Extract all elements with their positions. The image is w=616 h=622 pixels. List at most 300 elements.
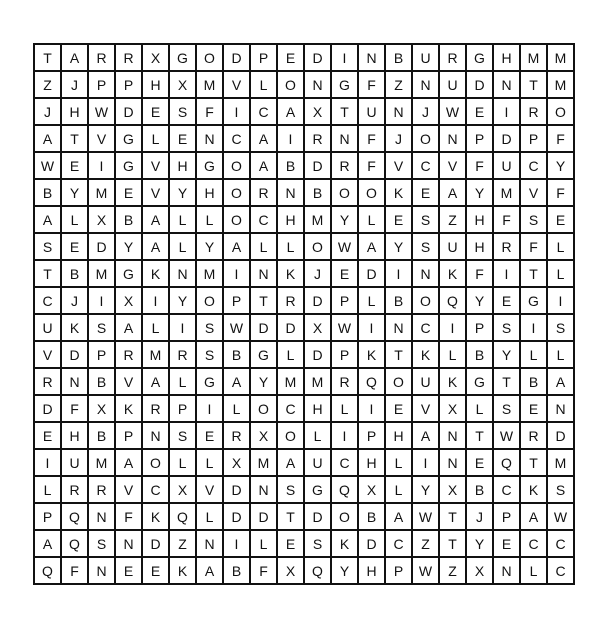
grid-cell[interactable]: M: [142, 341, 169, 368]
grid-cell[interactable]: V: [520, 179, 547, 206]
grid-cell[interactable]: M: [277, 368, 304, 395]
grid-cell[interactable]: X: [304, 98, 331, 125]
grid-cell[interactable]: L: [547, 260, 574, 287]
grid-cell[interactable]: F: [493, 206, 520, 233]
grid-cell[interactable]: L: [61, 206, 88, 233]
grid-cell[interactable]: I: [142, 287, 169, 314]
grid-cell[interactable]: O: [412, 125, 439, 152]
grid-cell[interactable]: D: [61, 341, 88, 368]
grid-cell[interactable]: T: [466, 422, 493, 449]
grid-cell[interactable]: I: [493, 98, 520, 125]
grid-cell[interactable]: T: [385, 341, 412, 368]
grid-cell[interactable]: G: [115, 152, 142, 179]
grid-cell[interactable]: G: [520, 287, 547, 314]
grid-cell[interactable]: T: [439, 530, 466, 557]
grid-cell[interactable]: B: [88, 368, 115, 395]
grid-cell[interactable]: V: [412, 395, 439, 422]
grid-cell[interactable]: H: [304, 395, 331, 422]
grid-cell[interactable]: S: [169, 422, 196, 449]
grid-cell[interactable]: R: [88, 476, 115, 503]
grid-cell[interactable]: R: [169, 341, 196, 368]
grid-cell[interactable]: U: [439, 71, 466, 98]
grid-cell[interactable]: O: [331, 503, 358, 530]
grid-cell[interactable]: L: [142, 314, 169, 341]
grid-cell[interactable]: G: [466, 44, 493, 71]
grid-cell[interactable]: H: [466, 206, 493, 233]
grid-cell[interactable]: I: [223, 98, 250, 125]
grid-cell[interactable]: D: [142, 530, 169, 557]
grid-cell[interactable]: B: [466, 341, 493, 368]
grid-cell[interactable]: I: [331, 44, 358, 71]
grid-cell[interactable]: E: [115, 179, 142, 206]
grid-cell[interactable]: X: [439, 395, 466, 422]
grid-cell[interactable]: O: [331, 179, 358, 206]
grid-cell[interactable]: C: [547, 557, 574, 584]
grid-cell[interactable]: U: [412, 44, 439, 71]
grid-cell[interactable]: X: [169, 71, 196, 98]
grid-cell[interactable]: A: [250, 152, 277, 179]
grid-cell[interactable]: P: [115, 422, 142, 449]
grid-cell[interactable]: Q: [34, 557, 61, 584]
grid-cell[interactable]: D: [223, 476, 250, 503]
grid-cell[interactable]: Q: [439, 287, 466, 314]
grid-cell[interactable]: Q: [358, 368, 385, 395]
grid-cell[interactable]: K: [169, 557, 196, 584]
grid-cell[interactable]: V: [88, 125, 115, 152]
grid-cell[interactable]: D: [34, 395, 61, 422]
grid-cell[interactable]: J: [61, 71, 88, 98]
grid-cell[interactable]: G: [304, 476, 331, 503]
grid-cell[interactable]: M: [493, 179, 520, 206]
grid-cell[interactable]: B: [34, 179, 61, 206]
grid-cell[interactable]: S: [277, 476, 304, 503]
grid-cell[interactable]: P: [88, 341, 115, 368]
grid-cell[interactable]: S: [169, 98, 196, 125]
grid-cell[interactable]: Z: [169, 530, 196, 557]
grid-cell[interactable]: G: [115, 125, 142, 152]
grid-cell[interactable]: N: [439, 125, 466, 152]
grid-cell[interactable]: D: [304, 44, 331, 71]
grid-cell[interactable]: B: [520, 368, 547, 395]
grid-cell[interactable]: O: [304, 233, 331, 260]
grid-cell[interactable]: N: [88, 557, 115, 584]
grid-cell[interactable]: H: [358, 557, 385, 584]
grid-cell[interactable]: X: [250, 422, 277, 449]
grid-cell[interactable]: K: [115, 395, 142, 422]
grid-cell[interactable]: V: [34, 341, 61, 368]
grid-cell[interactable]: S: [304, 530, 331, 557]
grid-cell[interactable]: U: [358, 98, 385, 125]
grid-cell[interactable]: K: [358, 341, 385, 368]
grid-cell[interactable]: T: [520, 71, 547, 98]
grid-cell[interactable]: Y: [196, 233, 223, 260]
grid-cell[interactable]: L: [196, 503, 223, 530]
grid-cell[interactable]: O: [196, 287, 223, 314]
grid-cell[interactable]: I: [88, 152, 115, 179]
grid-cell[interactable]: V: [223, 71, 250, 98]
grid-cell[interactable]: O: [223, 152, 250, 179]
grid-cell[interactable]: K: [142, 260, 169, 287]
grid-cell[interactable]: E: [34, 422, 61, 449]
grid-cell[interactable]: F: [115, 503, 142, 530]
grid-cell[interactable]: B: [358, 503, 385, 530]
grid-cell[interactable]: W: [412, 557, 439, 584]
grid-cell[interactable]: J: [304, 260, 331, 287]
grid-cell[interactable]: I: [439, 314, 466, 341]
grid-cell[interactable]: N: [412, 71, 439, 98]
grid-cell[interactable]: P: [493, 503, 520, 530]
grid-cell[interactable]: Q: [304, 557, 331, 584]
grid-cell[interactable]: W: [331, 314, 358, 341]
grid-cell[interactable]: G: [250, 341, 277, 368]
grid-cell[interactable]: C: [250, 98, 277, 125]
grid-cell[interactable]: D: [223, 503, 250, 530]
grid-cell[interactable]: N: [196, 530, 223, 557]
grid-cell[interactable]: V: [385, 152, 412, 179]
grid-cell[interactable]: S: [520, 206, 547, 233]
grid-cell[interactable]: A: [34, 206, 61, 233]
grid-cell[interactable]: Q: [331, 476, 358, 503]
grid-cell[interactable]: H: [142, 71, 169, 98]
grid-cell[interactable]: W: [493, 422, 520, 449]
grid-cell[interactable]: C: [520, 530, 547, 557]
grid-cell[interactable]: W: [34, 152, 61, 179]
grid-cell[interactable]: R: [439, 44, 466, 71]
grid-cell[interactable]: O: [385, 368, 412, 395]
grid-cell[interactable]: R: [115, 44, 142, 71]
grid-cell[interactable]: N: [250, 476, 277, 503]
grid-cell[interactable]: T: [439, 503, 466, 530]
grid-cell[interactable]: M: [88, 260, 115, 287]
grid-cell[interactable]: B: [223, 557, 250, 584]
grid-cell[interactable]: L: [277, 341, 304, 368]
grid-cell[interactable]: O: [196, 44, 223, 71]
grid-cell[interactable]: O: [547, 98, 574, 125]
grid-cell[interactable]: C: [277, 395, 304, 422]
grid-cell[interactable]: R: [331, 152, 358, 179]
grid-cell[interactable]: F: [61, 557, 88, 584]
grid-cell[interactable]: X: [88, 395, 115, 422]
grid-cell[interactable]: S: [88, 530, 115, 557]
grid-cell[interactable]: I: [223, 530, 250, 557]
grid-cell[interactable]: L: [223, 395, 250, 422]
grid-cell[interactable]: L: [142, 125, 169, 152]
grid-cell[interactable]: Y: [466, 287, 493, 314]
grid-cell[interactable]: P: [223, 287, 250, 314]
grid-cell[interactable]: I: [493, 260, 520, 287]
grid-cell[interactable]: V: [115, 476, 142, 503]
grid-cell[interactable]: P: [358, 422, 385, 449]
grid-cell[interactable]: N: [277, 179, 304, 206]
grid-cell[interactable]: D: [466, 71, 493, 98]
grid-cell[interactable]: X: [304, 314, 331, 341]
grid-cell[interactable]: V: [115, 368, 142, 395]
grid-cell[interactable]: O: [412, 287, 439, 314]
grid-cell[interactable]: H: [493, 44, 520, 71]
grid-cell[interactable]: V: [196, 476, 223, 503]
grid-cell[interactable]: L: [520, 341, 547, 368]
grid-cell[interactable]: A: [385, 503, 412, 530]
grid-cell[interactable]: C: [412, 152, 439, 179]
grid-cell[interactable]: X: [115, 287, 142, 314]
grid-cell[interactable]: S: [34, 233, 61, 260]
grid-cell[interactable]: J: [466, 503, 493, 530]
grid-cell[interactable]: N: [439, 422, 466, 449]
grid-cell[interactable]: L: [547, 341, 574, 368]
grid-cell[interactable]: E: [493, 287, 520, 314]
grid-cell[interactable]: A: [142, 368, 169, 395]
grid-cell[interactable]: S: [412, 233, 439, 260]
grid-cell[interactable]: O: [223, 179, 250, 206]
grid-cell[interactable]: N: [196, 125, 223, 152]
grid-cell[interactable]: N: [169, 260, 196, 287]
grid-cell[interactable]: A: [34, 530, 61, 557]
grid-cell[interactable]: P: [169, 395, 196, 422]
grid-cell[interactable]: D: [88, 233, 115, 260]
grid-cell[interactable]: M: [196, 260, 223, 287]
grid-cell[interactable]: Z: [439, 206, 466, 233]
grid-cell[interactable]: Z: [412, 530, 439, 557]
grid-cell[interactable]: I: [547, 287, 574, 314]
grid-cell[interactable]: B: [466, 476, 493, 503]
grid-cell[interactable]: O: [223, 206, 250, 233]
grid-cell[interactable]: D: [250, 503, 277, 530]
grid-cell[interactable]: R: [331, 368, 358, 395]
grid-cell[interactable]: X: [466, 557, 493, 584]
grid-cell[interactable]: I: [331, 422, 358, 449]
grid-cell[interactable]: E: [547, 206, 574, 233]
grid-cell[interactable]: C: [223, 125, 250, 152]
grid-cell[interactable]: N: [331, 125, 358, 152]
grid-cell[interactable]: M: [304, 368, 331, 395]
grid-cell[interactable]: F: [358, 152, 385, 179]
grid-cell[interactable]: D: [304, 341, 331, 368]
grid-cell[interactable]: A: [61, 44, 88, 71]
grid-cell[interactable]: Q: [169, 503, 196, 530]
grid-cell[interactable]: S: [493, 395, 520, 422]
grid-cell[interactable]: E: [115, 557, 142, 584]
grid-cell[interactable]: M: [547, 71, 574, 98]
grid-cell[interactable]: T: [34, 260, 61, 287]
grid-cell[interactable]: L: [520, 557, 547, 584]
grid-cell[interactable]: B: [304, 179, 331, 206]
grid-cell[interactable]: C: [142, 476, 169, 503]
grid-cell[interactable]: E: [466, 98, 493, 125]
grid-cell[interactable]: C: [34, 287, 61, 314]
grid-cell[interactable]: M: [250, 449, 277, 476]
grid-cell[interactable]: K: [412, 341, 439, 368]
grid-cell[interactable]: M: [547, 44, 574, 71]
grid-cell[interactable]: P: [466, 314, 493, 341]
grid-cell[interactable]: Y: [331, 557, 358, 584]
grid-cell[interactable]: E: [277, 44, 304, 71]
grid-cell[interactable]: X: [169, 476, 196, 503]
grid-cell[interactable]: R: [493, 233, 520, 260]
grid-cell[interactable]: L: [169, 206, 196, 233]
grid-cell[interactable]: B: [385, 44, 412, 71]
grid-cell[interactable]: U: [304, 449, 331, 476]
grid-cell[interactable]: E: [412, 179, 439, 206]
grid-cell[interactable]: M: [547, 449, 574, 476]
grid-cell[interactable]: L: [358, 206, 385, 233]
grid-cell[interactable]: L: [277, 233, 304, 260]
grid-cell[interactable]: U: [412, 368, 439, 395]
grid-cell[interactable]: A: [358, 233, 385, 260]
grid-cell[interactable]: L: [34, 476, 61, 503]
grid-cell[interactable]: B: [277, 152, 304, 179]
grid-cell[interactable]: N: [304, 71, 331, 98]
grid-cell[interactable]: Q: [61, 530, 88, 557]
grid-cell[interactable]: Y: [61, 179, 88, 206]
grid-cell[interactable]: S: [547, 476, 574, 503]
grid-cell[interactable]: L: [358, 287, 385, 314]
grid-cell[interactable]: R: [223, 422, 250, 449]
grid-cell[interactable]: R: [277, 287, 304, 314]
grid-cell[interactable]: I: [34, 449, 61, 476]
grid-cell[interactable]: P: [88, 71, 115, 98]
grid-cell[interactable]: R: [304, 125, 331, 152]
grid-cell[interactable]: P: [466, 125, 493, 152]
grid-cell[interactable]: W: [412, 503, 439, 530]
grid-cell[interactable]: E: [520, 395, 547, 422]
grid-cell[interactable]: A: [412, 422, 439, 449]
grid-cell[interactable]: Y: [115, 233, 142, 260]
grid-cell[interactable]: T: [34, 44, 61, 71]
grid-cell[interactable]: V: [142, 152, 169, 179]
grid-cell[interactable]: W: [547, 503, 574, 530]
grid-cell[interactable]: X: [88, 206, 115, 233]
grid-cell[interactable]: S: [196, 341, 223, 368]
grid-cell[interactable]: I: [169, 314, 196, 341]
grid-cell[interactable]: E: [61, 152, 88, 179]
grid-cell[interactable]: F: [547, 179, 574, 206]
grid-cell[interactable]: L: [250, 233, 277, 260]
grid-cell[interactable]: A: [439, 179, 466, 206]
grid-cell[interactable]: F: [196, 98, 223, 125]
grid-cell[interactable]: W: [439, 98, 466, 125]
grid-cell[interactable]: F: [547, 125, 574, 152]
grid-cell[interactable]: G: [169, 44, 196, 71]
grid-cell[interactable]: S: [493, 314, 520, 341]
grid-cell[interactable]: L: [385, 449, 412, 476]
grid-cell[interactable]: N: [385, 314, 412, 341]
grid-cell[interactable]: H: [169, 152, 196, 179]
grid-cell[interactable]: A: [547, 368, 574, 395]
grid-cell[interactable]: L: [547, 233, 574, 260]
grid-cell[interactable]: J: [61, 287, 88, 314]
grid-cell[interactable]: M: [88, 179, 115, 206]
grid-cell[interactable]: D: [115, 98, 142, 125]
grid-cell[interactable]: L: [250, 71, 277, 98]
grid-cell[interactable]: A: [277, 449, 304, 476]
grid-cell[interactable]: T: [520, 449, 547, 476]
grid-cell[interactable]: T: [61, 125, 88, 152]
grid-cell[interactable]: A: [142, 206, 169, 233]
grid-cell[interactable]: C: [520, 152, 547, 179]
grid-cell[interactable]: X: [277, 557, 304, 584]
grid-cell[interactable]: U: [34, 314, 61, 341]
grid-cell[interactable]: L: [196, 206, 223, 233]
grid-cell[interactable]: W: [223, 314, 250, 341]
grid-cell[interactable]: P: [34, 503, 61, 530]
grid-cell[interactable]: C: [412, 314, 439, 341]
grid-cell[interactable]: B: [115, 206, 142, 233]
grid-cell[interactable]: R: [520, 422, 547, 449]
grid-cell[interactable]: H: [358, 449, 385, 476]
grid-cell[interactable]: O: [250, 395, 277, 422]
grid-cell[interactable]: N: [385, 98, 412, 125]
grid-cell[interactable]: G: [196, 368, 223, 395]
grid-cell[interactable]: O: [277, 422, 304, 449]
grid-cell[interactable]: F: [250, 557, 277, 584]
grid-cell[interactable]: K: [439, 260, 466, 287]
grid-cell[interactable]: B: [385, 287, 412, 314]
grid-cell[interactable]: I: [196, 395, 223, 422]
grid-cell[interactable]: F: [61, 395, 88, 422]
grid-cell[interactable]: F: [358, 125, 385, 152]
grid-cell[interactable]: M: [88, 449, 115, 476]
grid-cell[interactable]: T: [493, 368, 520, 395]
grid-cell[interactable]: R: [142, 395, 169, 422]
grid-cell[interactable]: Q: [61, 503, 88, 530]
grid-cell[interactable]: B: [223, 341, 250, 368]
grid-cell[interactable]: E: [277, 530, 304, 557]
grid-cell[interactable]: O: [358, 179, 385, 206]
grid-cell[interactable]: L: [250, 530, 277, 557]
grid-cell[interactable]: D: [304, 152, 331, 179]
grid-cell[interactable]: D: [250, 314, 277, 341]
grid-cell[interactable]: D: [304, 287, 331, 314]
grid-cell[interactable]: C: [250, 206, 277, 233]
grid-cell[interactable]: G: [331, 71, 358, 98]
grid-cell[interactable]: R: [115, 341, 142, 368]
grid-cell[interactable]: R: [61, 476, 88, 503]
grid-cell[interactable]: O: [142, 449, 169, 476]
grid-cell[interactable]: E: [466, 449, 493, 476]
grid-cell[interactable]: N: [250, 260, 277, 287]
grid-cell[interactable]: I: [358, 395, 385, 422]
grid-cell[interactable]: J: [34, 98, 61, 125]
grid-cell[interactable]: A: [34, 125, 61, 152]
grid-cell[interactable]: E: [142, 98, 169, 125]
grid-cell[interactable]: V: [439, 152, 466, 179]
grid-cell[interactable]: V: [142, 179, 169, 206]
grid-cell[interactable]: H: [385, 422, 412, 449]
grid-cell[interactable]: G: [466, 368, 493, 395]
grid-cell[interactable]: D: [277, 314, 304, 341]
grid-cell[interactable]: H: [196, 179, 223, 206]
grid-cell[interactable]: U: [493, 152, 520, 179]
grid-cell[interactable]: L: [331, 395, 358, 422]
grid-cell[interactable]: J: [412, 98, 439, 125]
grid-cell[interactable]: X: [142, 44, 169, 71]
grid-cell[interactable]: L: [169, 449, 196, 476]
grid-cell[interactable]: Y: [169, 287, 196, 314]
grid-cell[interactable]: H: [277, 206, 304, 233]
grid-cell[interactable]: K: [439, 368, 466, 395]
grid-cell[interactable]: N: [88, 503, 115, 530]
grid-cell[interactable]: L: [169, 233, 196, 260]
grid-cell[interactable]: I: [412, 449, 439, 476]
grid-cell[interactable]: B: [61, 260, 88, 287]
grid-cell[interactable]: D: [223, 44, 250, 71]
grid-cell[interactable]: K: [142, 503, 169, 530]
grid-cell[interactable]: X: [439, 476, 466, 503]
grid-cell[interactable]: K: [385, 179, 412, 206]
grid-cell[interactable]: I: [385, 260, 412, 287]
grid-cell[interactable]: W: [88, 98, 115, 125]
grid-cell[interactable]: I: [223, 260, 250, 287]
